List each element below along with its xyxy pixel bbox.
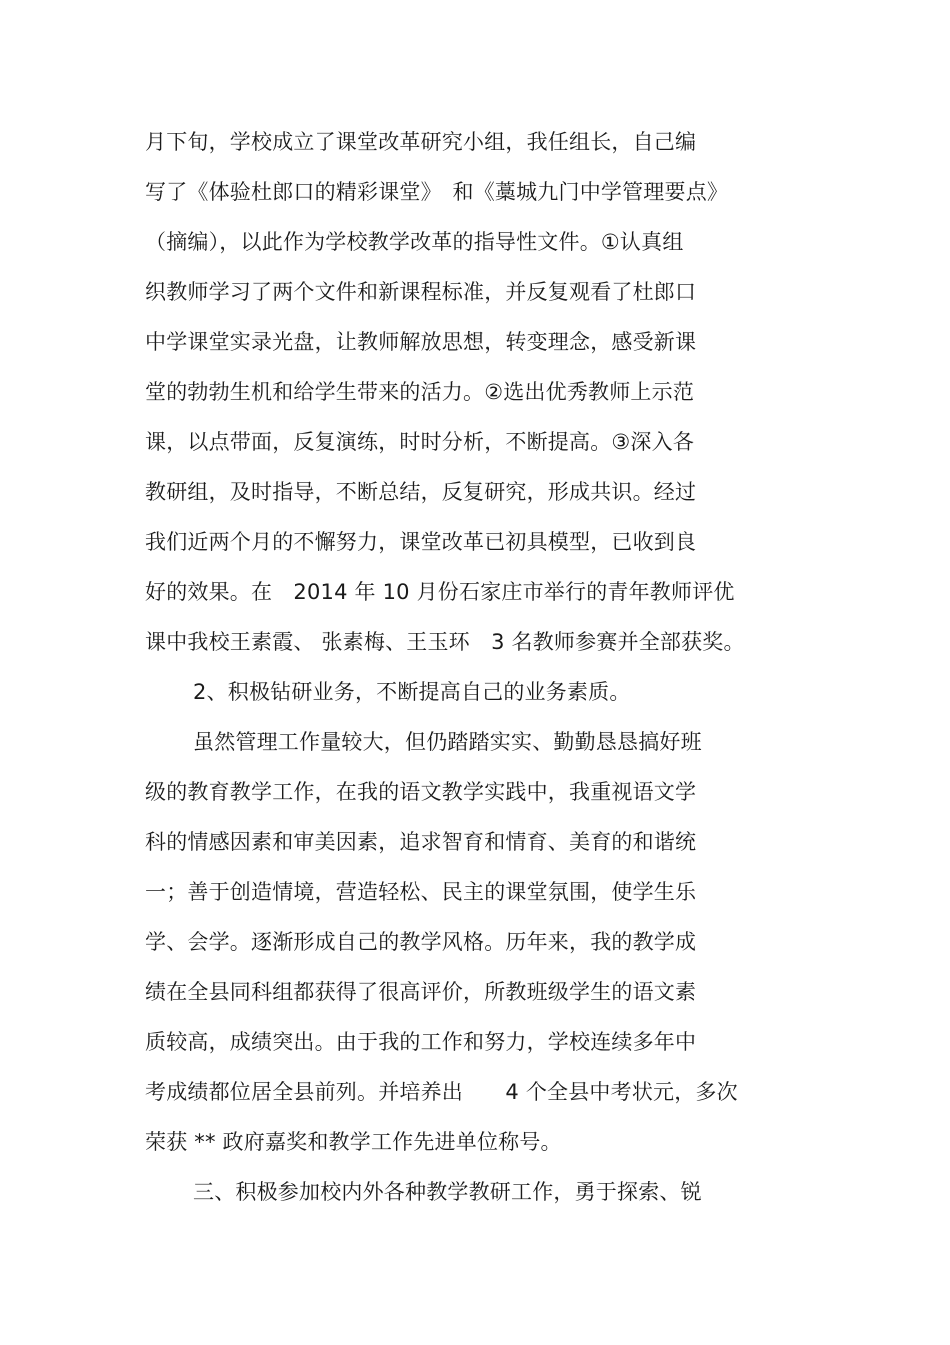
paragraph-first-line: 虽然管理工作量较大，但仍踏踏实实、勤勤恳恳搞好班 [193, 730, 702, 754]
text-line: 我们近两个月的不懈努力，课堂改革已初具模型，已收到良 [145, 530, 697, 554]
section-heading: 2、积极钻研业务，不断提高自己的业务素质。 [193, 680, 631, 704]
text-line: 写了《体验杜郎口的精彩课堂》 和《藁城九门中学管理要点》 [145, 180, 729, 204]
text-line: 科的情感因素和审美因素，追求智育和情育、美育的和谐统 [145, 830, 697, 854]
text-line: 教研组，及时指导，不断总结，反复研究，形成共识。经过 [145, 480, 697, 504]
text-line: 课，以点带面，反复演练，时时分析，不断提高。③深入各 [145, 430, 695, 454]
text-line: 一；善于创造情境，营造轻松、民主的课堂氛围，使学生乐 [145, 880, 697, 904]
text-line: 好的效果。在 2014 年 10 月份石家庄市举行的青年教师评优 [145, 580, 735, 604]
text-line: 堂的勃勃生机和给学生带来的活力。②选出优秀教师上示范 [145, 380, 695, 404]
text-line: 中学课堂实录光盘，让教师解放思想，转变理念，感受新课 [145, 330, 697, 354]
text-line: 质较高，成绩突出。由于我的工作和努力，学校连续多年中 [145, 1030, 697, 1054]
text-line: 月下旬，学校成立了课堂改革研究小组，我任组长，自己编 [145, 130, 697, 154]
text-line: 学、会学。逐渐形成自己的教学风格。历年来，我的教学成 [145, 930, 697, 954]
text-line: 课中我校王素霞、 张素梅、王玉环 3 名教师参赛并全部获奖。 [145, 630, 745, 654]
section-heading: 三、积极参加校内外各种教学教研工作，勇于探索、锐 [193, 1180, 702, 1204]
text-line: 绩在全县同科组都获得了很高评价，所教班级学生的语文素 [145, 980, 697, 1004]
text-line: 荣获 ** 政府嘉奖和教学工作先进单位称号。 [145, 1130, 562, 1154]
text-line: 织教师学习了两个文件和新课程标准，并反复观看了杜郎口 [145, 280, 697, 304]
text-line: （摘编），以此作为学校教学改革的指导性文件。①认真组 [145, 230, 684, 254]
text-line: 考成绩都位居全县前列。并培养出 4 个全县中考状元，多次 [145, 1080, 738, 1104]
text-line: 级的教育教学工作，在我的语文教学实践中，我重视语文学 [145, 780, 697, 804]
